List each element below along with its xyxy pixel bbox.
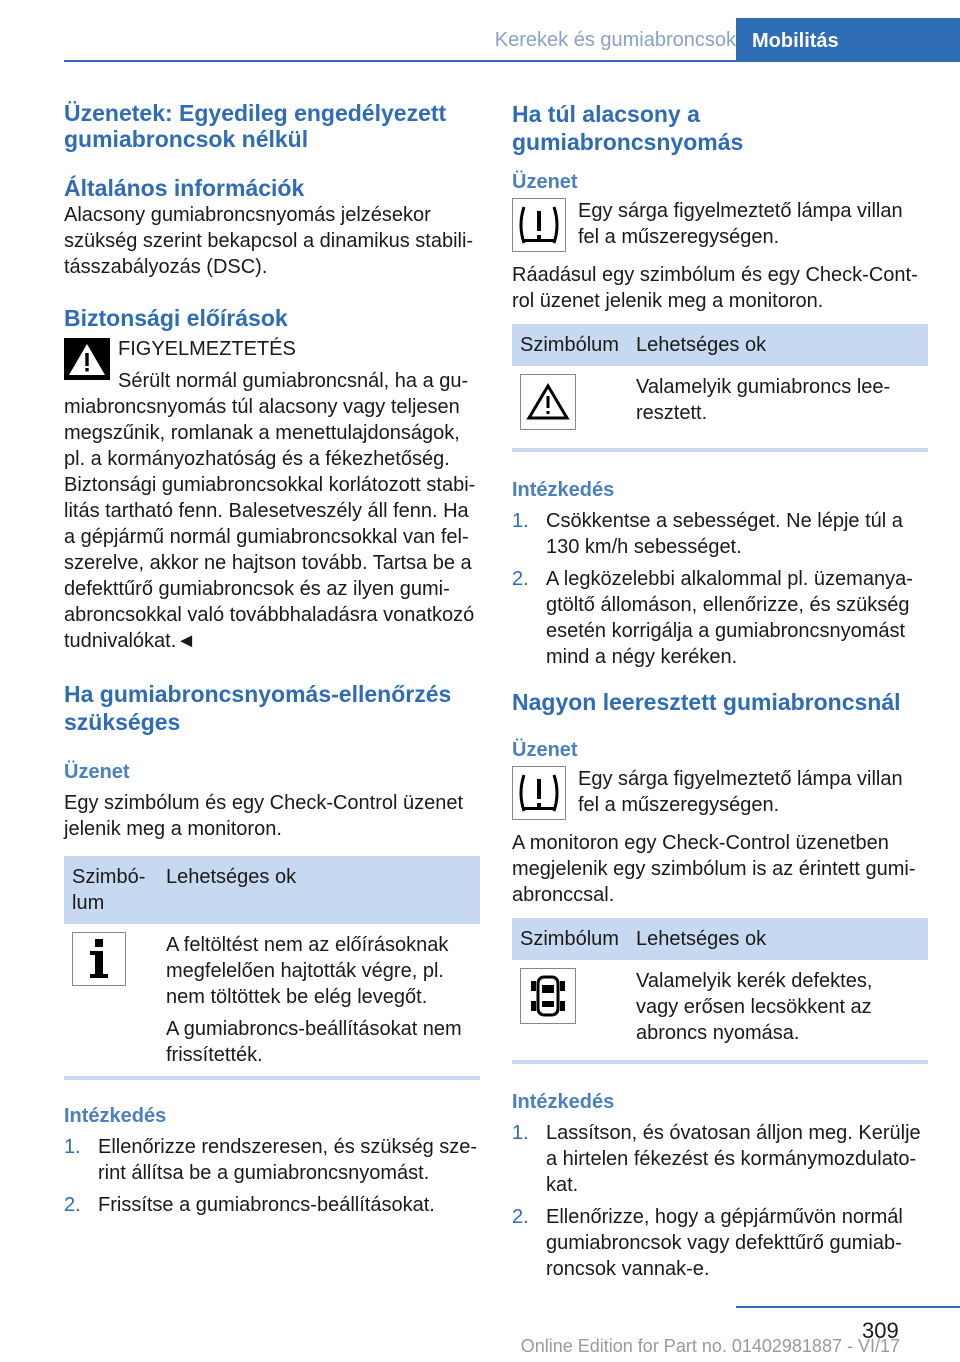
tire-pressure-warning-icon (512, 766, 566, 820)
table-header-cause: Lehetséges ok (158, 856, 480, 924)
table-end-rule (512, 448, 928, 452)
car-flat-tire-icon (520, 968, 576, 1024)
table-header-symbol: Szimbólum (512, 324, 628, 366)
symbol-table (512, 918, 928, 1054)
footer-rule (736, 1306, 960, 1308)
extra-text: A monitoron egy Check-Control üzenetben megjelenik egy szimbólum is az érintett gumi‐abronccsal. (512, 832, 916, 906)
warning-block (64, 336, 480, 654)
cause-text: Valamelyik kerék defektes, vagy erősen lecsökkent az abroncs nyomása. (636, 970, 873, 1044)
measures-heading: Intézkedés (512, 1091, 615, 1113)
message-text: Egy szimbólum és egy Check-Control üzenet jelenik meg a monitoron. (64, 792, 464, 840)
page-number: 309 (862, 1318, 899, 1343)
list-item: 1. Csökkentse a sebességet. Ne lépje túl a 130 km/h sebességet. (512, 510, 903, 558)
low-pressure-heading: Ha túl alacsony a gumiabroncsnyomás (512, 101, 744, 155)
warning-triangle-icon (64, 338, 110, 380)
header-rule (64, 60, 960, 62)
message-text: Egy sárga figyelmeztető lámpa villan fel a műszeregységen. (578, 200, 903, 248)
chapter-tab: Mobilitás (736, 18, 960, 60)
section-title: Kerekek és gumiabroncsok (494, 29, 736, 51)
symbol-table (64, 856, 480, 1076)
deflated-heading: Nagyon leeresztett gumiabroncsnál (512, 689, 901, 715)
table-row (64, 924, 480, 1076)
general-heading: Általános információk (64, 175, 305, 201)
list-item: 2. Ellenőrizze, hogy a gépjárművön normál gumiabroncsok vagy defekttűrő gumiab‐roncsok vannak-e. (512, 1206, 903, 1280)
check-heading: Ha gumiabroncsnyomás-ellenőrzés szükséges (64, 681, 452, 735)
page-title: Üzenetek: Egyedileg engedélyezett gumiabroncsok nélkül (64, 100, 447, 152)
safety-heading: Biztonsági előírások (64, 305, 288, 331)
page-header (0, 0, 960, 62)
extra-text: Ráadásul egy szimbólum és egy Check-Cont‐rol üzenet jelenik meg a monitoron. (512, 264, 918, 312)
measures-list (64, 1134, 480, 1218)
cause-text-1: A feltöltést nem az előírásoknak megfelelően hajtották végre, pl. nem töltöttek be elég levegőt. (166, 934, 449, 1008)
list-item: 2. A legközelebbi alkalommal pl. üzemanya‐gtöltő állomáson, ellenőrizze, és szükség esetén korrigálja a gumiabroncsnyomást mind a négy keréken. (512, 568, 913, 668)
message-text: Egy sárga figyelmeztető lámpa villan fel a műszeregységen. (578, 768, 903, 816)
list-item: 2. Frissítse a gumiabroncs-beállításokat. (64, 1194, 435, 1216)
table-header-cause: Lehetséges ok (628, 324, 928, 366)
table-header-cause: Lehetséges ok (628, 918, 928, 960)
message-heading: Üzenet (512, 739, 578, 761)
warning-triangle-icon (520, 374, 576, 430)
message-row (512, 198, 928, 252)
cause-text: Valamelyik gumiabroncs lee‐resztett. (636, 376, 891, 424)
warning-text: Sérült normál gumiabroncsnál, ha a gu‐miabroncsnyomás túl alacsony vagy teljesen megszűnik, romlanak a menettulajdonságok, pl. a kormányozhatóság és a fékezhetőség. Biztonsági gumiabroncsokkal korlátozott stabi‐litás tartható fenn. Balesetveszély áll fenn. Ha a gépjármű normál gumiabroncsokkal van fel‐szerelve, akkor ne hajtson tovább. Tartsa be a defekttűrő gumiabroncsok és az ilyen gumi‐abroncsokkal való továbbhaladásra vonatkozó tudnivalókat.◄ (64, 370, 476, 652)
table-row (512, 960, 928, 1054)
symbol-table (512, 324, 928, 438)
message-heading: Üzenet (512, 171, 578, 193)
general-text: Alacsony gumiabroncsnyomás jelzésekor szükség szerint bekapcsol a dinamikus stabili‐tásszabályozás (DSC). (64, 204, 474, 278)
info-icon (72, 932, 126, 986)
message-heading: Üzenet (64, 761, 130, 783)
cause-text-2: A gumiabroncs-beállításokat nem frissítették. (166, 1018, 462, 1066)
measures-list (512, 508, 928, 670)
edition-footer: Online Edition for Part no. 01402981887 - VI/17 (520, 1336, 900, 1356)
table-header-symbol: Szimbólum (512, 918, 628, 960)
right-column (512, 100, 928, 1288)
message-row (512, 766, 928, 820)
left-column (64, 100, 480, 1224)
tire-pressure-warning-icon (512, 198, 566, 252)
table-header-symbol: Szimbó‐lum (64, 856, 158, 924)
list-item: 1. Lassítson, és óvatosan álljon meg. Kerülje a hirtelen fékezést és kormánymozdulato‐kat. (512, 1122, 921, 1196)
warning-title: FIGYELMEZTETÉS (118, 338, 296, 360)
list-item: 1. Ellenőrizze rendszeresen, és szükség sze‐rint állítsa be a gumiabroncsnyomást. (64, 1136, 478, 1184)
table-row (512, 366, 928, 438)
measures-list (512, 1120, 928, 1282)
measures-heading: Intézkedés (512, 479, 615, 501)
measures-heading: Intézkedés (64, 1105, 167, 1127)
table-end-rule (512, 1060, 928, 1064)
table-end-rule (64, 1076, 480, 1080)
